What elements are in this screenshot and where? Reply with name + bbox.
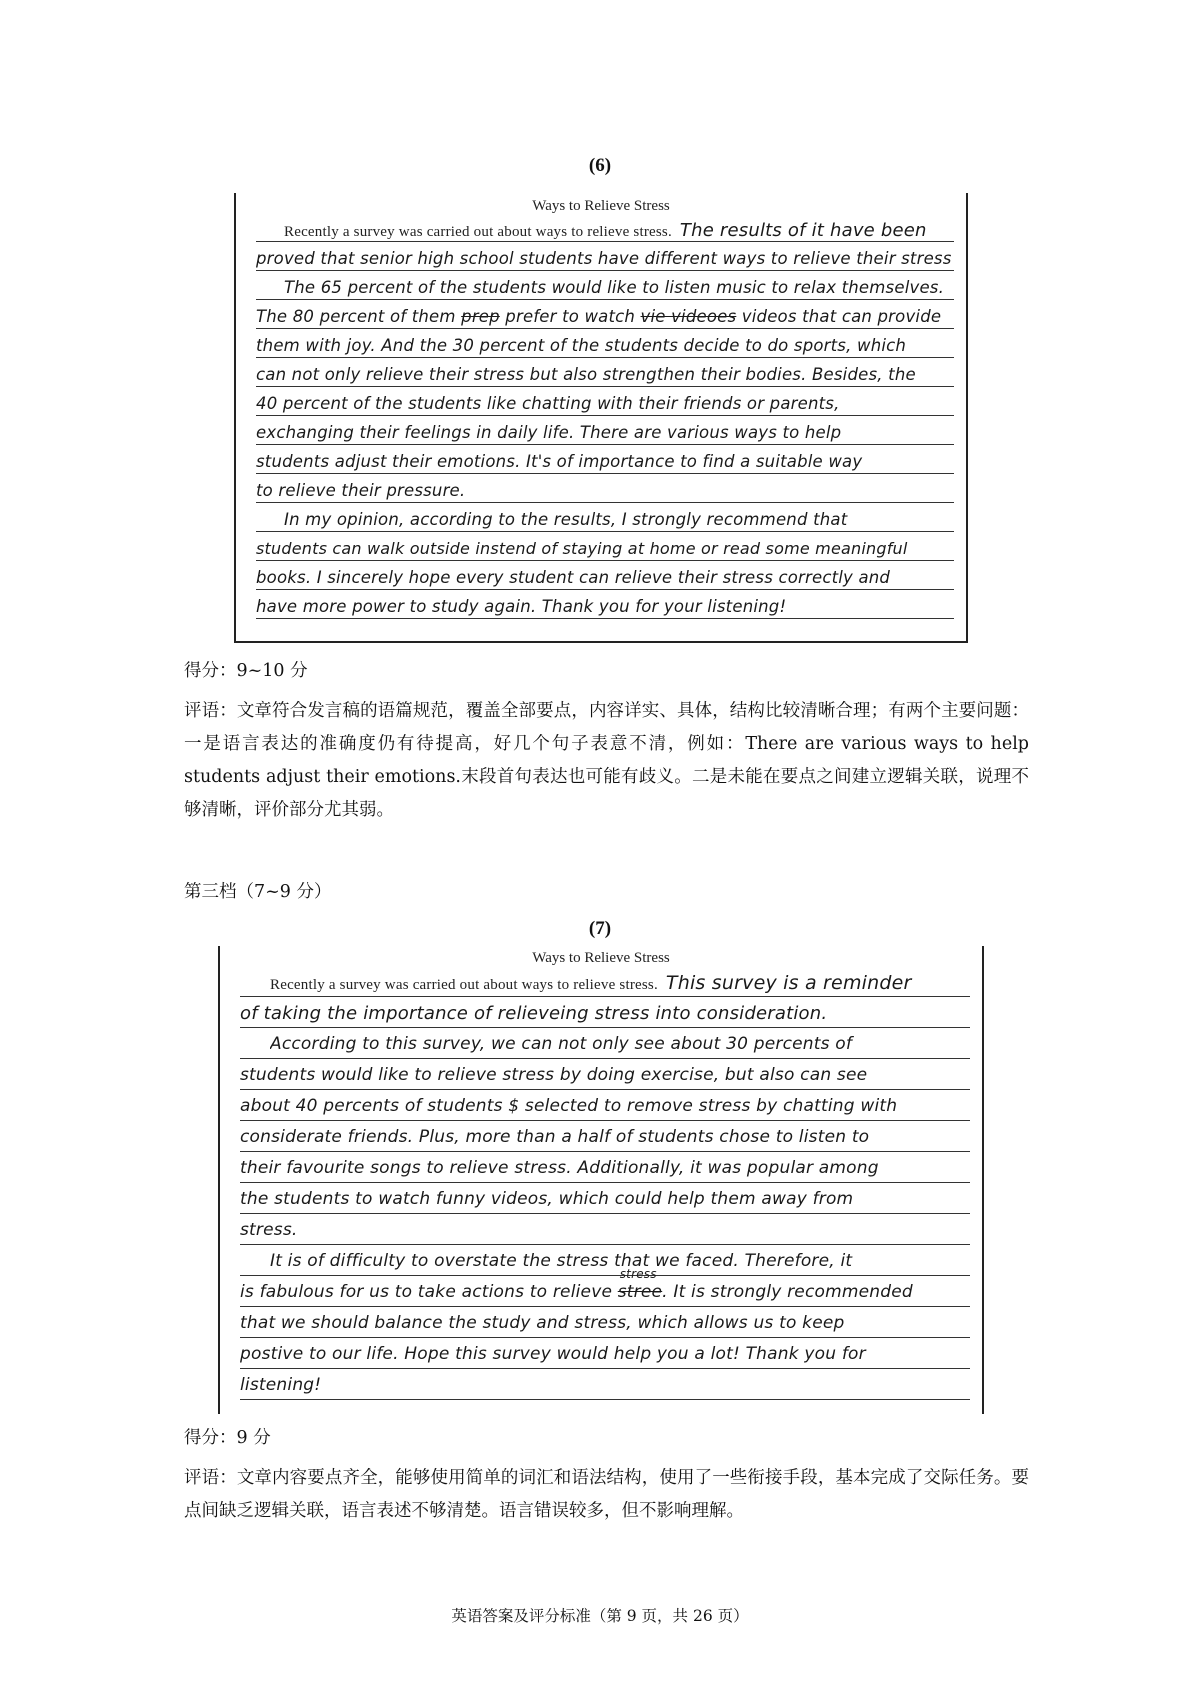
essay-6-title: Ways to Relieve Stress <box>532 198 670 214</box>
essay-6-line-3: The 65 percent of the students would like to listen music to relax themselves. <box>284 278 945 297</box>
essay-6-line-1: Recently a survey was carried out about ways to relieve stress. The results of it have been <box>284 220 927 241</box>
essay-7-line-5: about 40 percents of students $ selected to remove stress by chatting with <box>240 1096 898 1116</box>
essay-7-line-2: of taking the importance of relieveing stress into consideration. <box>240 1003 828 1024</box>
essay-6-line-2: proved that senior high school students have different ways to relieve their stress <box>256 249 952 268</box>
essay-7-line-1: Recently a survey was carried out about ways to relieve stress. This survey is a reminder <box>270 972 912 994</box>
essay-7-title: Ways to Relieve Stress <box>532 950 670 966</box>
essay-7-line-6: considerate friends. Plus, more than a half of students chose to listen to <box>240 1127 870 1147</box>
essay-6-line-7: 40 percent of the students like chatting with their friends or parents, <box>256 394 840 413</box>
essay-7-line-4: students would like to relieve stress by doing exercise, but also can see <box>240 1065 868 1085</box>
essay-6-line-9: students adjust their emotions. It's of importance to find a suitable way <box>256 452 863 471</box>
inserted-word-stress: stress stree <box>617 1267 663 1302</box>
essay-7-line-9: stress. <box>240 1220 298 1240</box>
essay-7-line-8: the students to watch funny videos, which could help them away from <box>240 1189 854 1209</box>
essay-6-line-13: books. I sincerely hope every student can relieve their stress correctly and <box>256 568 891 587</box>
essay-6-score: 得分：9~10 分 <box>184 661 308 681</box>
essay-6-scan <box>234 193 968 643</box>
essay-6-line-6: can not only relieve their stress but also strengthen their bodies. Besides, the <box>256 365 916 384</box>
essay-6-number: (6) <box>588 155 612 176</box>
essay-7-score: 得分：9 分 <box>184 1428 271 1448</box>
essay-6-line-11: In my opinion, according to the results, I strongly recommend that <box>284 510 848 529</box>
essay-6-line-10: to relieve their pressure. <box>256 481 466 500</box>
essay-7-comment: 评语：文章内容要点齐全，能够使用简单的词汇和语法结构，使用了一些衔接手段，基本完成了交际任务。要点间缺乏逻辑关联，语言表述不够清楚。语言错误较多，但不影响理解。 <box>184 1468 1029 1521</box>
essay-6-line-4: The 80 percent of them prep prefer to watch vie videoes videos that can provide <box>256 307 942 326</box>
essay-7-number: (7) <box>588 918 612 939</box>
essay-6-line-8: exchanging their feelings in daily life. There are various ways to help <box>256 423 842 442</box>
tier-heading: 第三档（7~9 分） <box>184 882 332 902</box>
struck-word-prep: prep <box>461 307 500 326</box>
essay-7-line-14: listening! <box>240 1375 322 1395</box>
essay-6-line-14: have more power to study again. Thank you for your listening! <box>256 597 787 616</box>
essay-7-line-12: that we should balance the study and stress, which allows us to keep <box>240 1313 845 1333</box>
essay-7-line-10: It is of difficulty to overstate the stress that we faced. Therefore, it <box>270 1251 853 1271</box>
essay-6-line-12: students can walk outside instend of staying at home or read some meaningful <box>256 539 908 558</box>
essay-6-comment: 评语：文章符合发言稿的语篇规范，覆盖全部要点，内容详实、具体，结构比较清晰合理；有两个主要问题：一是语言表达的准确度仍有待提高，好几个句子表意不清，例如：There are various ways to help students adjust their emotions.末段首句表达也可能有歧义。二是未能在要点之间建立逻辑关联，说理不够清晰，评价部分尤其弱。 <box>184 701 1029 820</box>
essay-7-line-7: their favourite songs to relieve stress. Additionally, it was popular among <box>240 1158 879 1178</box>
essay-7-line-11: is fabulous for us to take actions to relieve stress stree. It is strongly recommended <box>240 1267 913 1302</box>
essay-7-line-3: According to this survey, we can not only see about 30 percents of <box>270 1034 853 1054</box>
essay-6-line-5: them with joy. And the 30 percent of the students decide to do sports, which <box>256 336 907 355</box>
struck-word-videoes: vie videoes <box>640 307 737 326</box>
page-footer: 英语答案及评分标准（第 9 页，共 26 页） <box>451 1607 749 1625</box>
essay-7-line-13: postive to our life. Hope this survey would help you a lot! Thank you for <box>240 1344 866 1364</box>
essay-7-scan <box>218 946 984 1414</box>
